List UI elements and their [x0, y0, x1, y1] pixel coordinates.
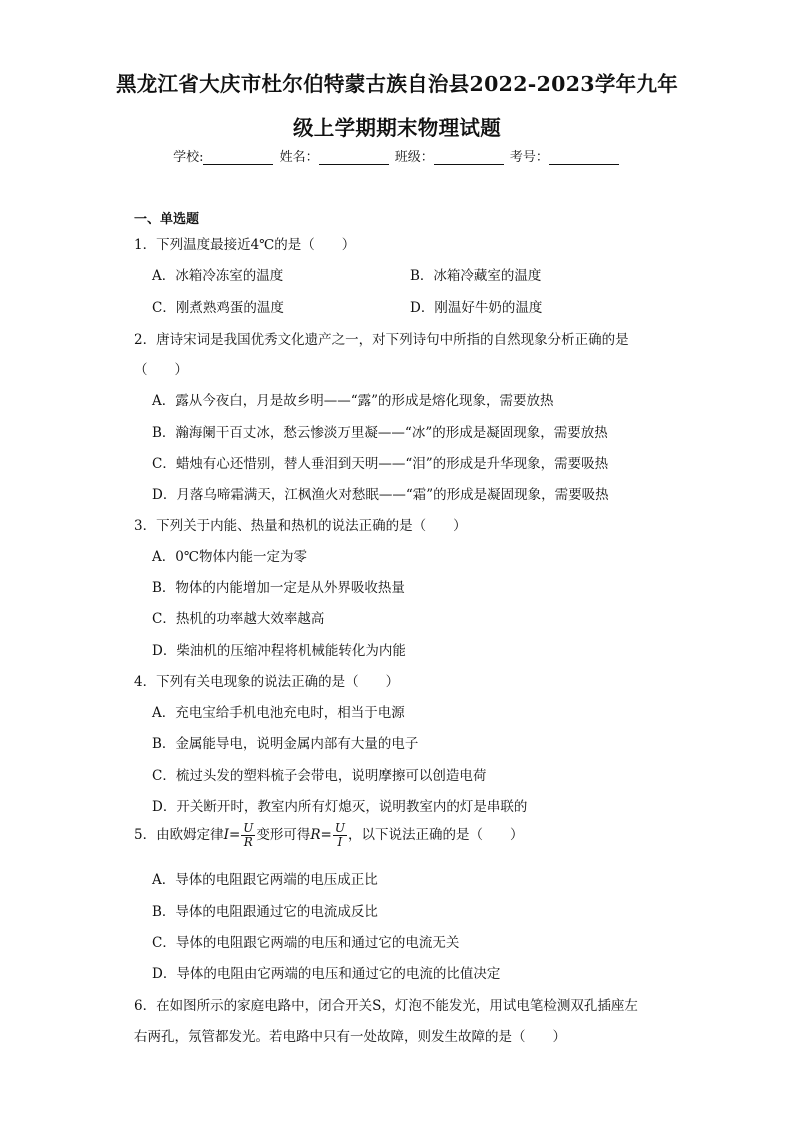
question-4-option-a: A．充电宝给手机电池充电时，相当于电源 [152, 705, 405, 721]
question-1-option-d: D．刚温好牛奶的温度 [410, 300, 543, 316]
class-blank[interactable] [434, 152, 504, 165]
question-5-option-c: C．导体的电阻跟它两端的电压和通过它的电流无关 [152, 935, 460, 951]
question-4-option-d: D．开关断开时，教室内所有灯熄灭，说明教室内的灯是串联的 [152, 799, 528, 815]
question-5-stem-middle: 变形可得 [256, 827, 311, 843]
question-4-option-c: C．梳过头发的塑料梳子会带电，说明摩擦可以创造电荷 [152, 768, 487, 784]
question-3-stem: 3．下列关于内能、热量和热机的说法正确的是（ ） [134, 518, 467, 534]
question-3-option-a: A．0℃物体内能一定为零 [152, 549, 307, 565]
exam-title-line-1: 黑龙江省大庆市杜尔伯特蒙古族自治县2022-2023学年九年 [115, 72, 679, 96]
question-1-option-b: B．冰箱冷藏室的温度 [410, 268, 542, 284]
student-info-row [0, 146, 794, 165]
question-2-option-b: B．瀚海阑干百丈冰，愁云惨淡万里凝——“冰”的形成是凝固现象，需要放热 [152, 425, 608, 441]
equation-1-numerator: U [243, 821, 254, 835]
class-label: 班级： [394, 150, 434, 165]
question-4-stem: 4．下列有关电现象的说法正确的是（ ） [134, 674, 400, 690]
question-6-stem: 6．在如图所示的家庭电路中，闭合开关S，灯泡不能发光，用试电笔检测双孔插座左 [134, 998, 638, 1014]
exam-number-label: 考号： [509, 150, 549, 165]
equation-1-denominator: R [243, 835, 253, 849]
question-2-option-c: C．蜡烛有心还惜别，替人垂泪到天明——“泪”的形成是升华现象，需要吸热 [152, 456, 609, 472]
exam-number-blank[interactable] [549, 152, 619, 165]
question-5-stem: 5．由欧姆定律I= $\frac{U}{R}$ 变形可得R= $\frac{U}{I}$ ，以下说法正确的是（ ） [134, 821, 524, 849]
question-1-stem: 1．下列温度最接近4℃的是（ ） [134, 237, 356, 253]
question-5-stem-start: 5．由欧姆定律 [134, 827, 224, 843]
question-2-option-d: D．月落乌啼霜满天，江枫渔火对愁眠——“霜”的形成是凝固现象，需要吸热 [152, 487, 609, 503]
equation-2-lhs: R [310, 827, 321, 843]
section-heading: 一、单选题 [134, 212, 200, 227]
question-6-stem-cont: 右两孔，氖管都发光。若电路中只有一处故障，则发生故障的是（ ） [134, 1029, 566, 1045]
question-5-option-b: B．导体的电阻跟通过它的电流成反比 [152, 904, 378, 920]
equation-1-lhs: I [223, 827, 229, 843]
question-5-stem-end: ，以下说法正确的是（ ） [347, 827, 524, 843]
equation-1-fraction [241, 822, 255, 849]
equation-2-fraction [333, 822, 347, 849]
question-5-option-a: A．导体的电阻跟它两端的电压成正比 [152, 872, 378, 888]
question-4-option-b: B．金属能导电，说明金属内部有大量的电子 [152, 736, 419, 752]
question-3-option-d: D．柴油机的压缩冲程将机械能转化为内能 [152, 643, 406, 659]
question-3-option-c: C．热机的功率越大效率越高 [152, 611, 325, 627]
question-5-option-d: D．导体的电阻由它两端的电压和通过它的电流的比值决定 [152, 966, 501, 982]
question-2-option-a: A．露从今夜白，月是故乡明——“露”的形成是熔化现象，需要放热 [152, 393, 554, 409]
exam-title-line-2: 级上学期期末物理试题 [293, 116, 501, 140]
name-label: 姓名： [279, 150, 319, 165]
question-1-option-a: A．冰箱冷冻室的温度 [152, 268, 284, 284]
question-2-stem: 2．唐诗宋词是我国优秀文化遗产之一，对下列诗句中所指的自然现象分析正确的是 [134, 332, 629, 348]
equation-2-numerator: U [334, 821, 345, 835]
name-blank[interactable] [319, 152, 389, 165]
question-2-stem-cont: （ ） [134, 362, 188, 378]
school-blank[interactable] [203, 152, 273, 165]
school-label: 学校: [173, 150, 204, 165]
equation-2-denominator: I [337, 835, 343, 849]
question-1-option-c: C．刚煮熟鸡蛋的温度 [152, 300, 284, 316]
question-3-option-b: B．物体的内能增加一定是从外界吸收热量 [152, 580, 405, 596]
